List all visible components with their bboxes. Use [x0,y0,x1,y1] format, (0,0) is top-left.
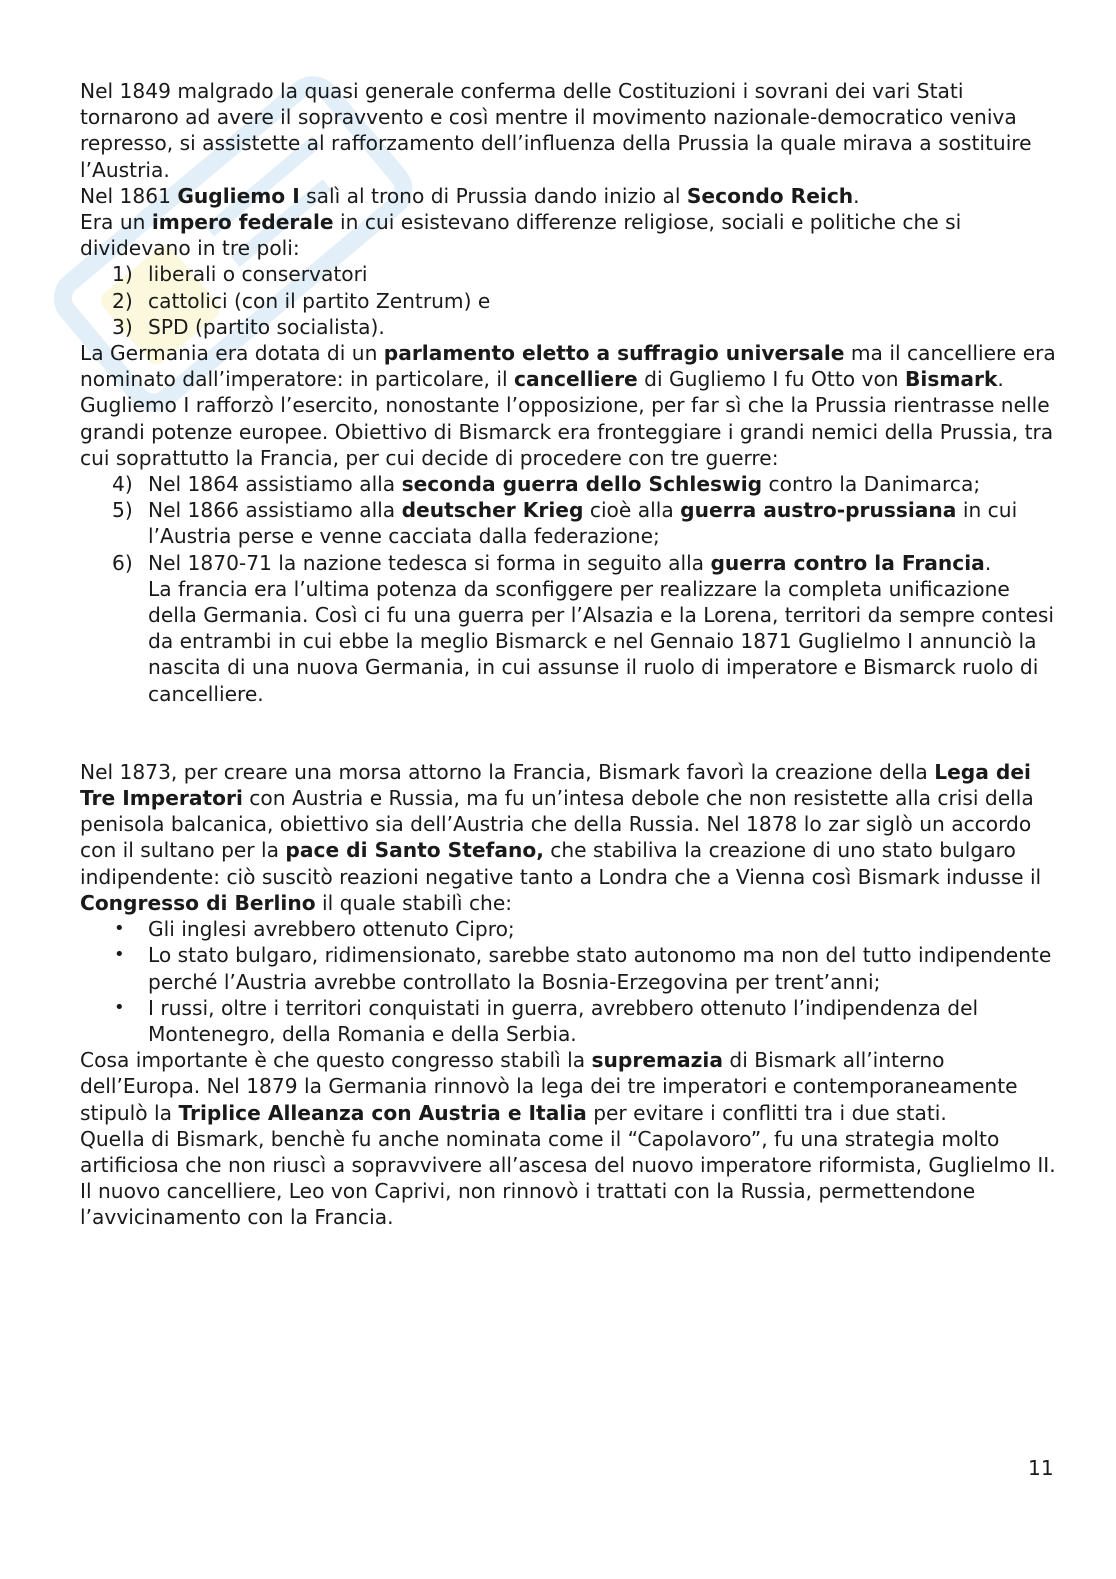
list-item: 4) Nel 1864 assistiamo alla seconda guerra dello Schleswig contro la Danimarca; [112,472,981,497]
poles-list [80,261,1065,340]
list-item: 2) cattolici (con il partito Zentrum) e [112,288,491,313]
wars-list [80,471,1065,707]
list-item: 1) liberali o conservatori [112,262,368,287]
list-item: • Lo stato bulgaro, ridimensionato, sarebbe stato autonomo ma non del tutto indipendente perché l’Austria avrebbe controllato la Bosnia-Erzegovina per trent’anni; [114,943,1052,994]
list-item: • Gli inglesi avrebbero ottenuto Cipro; [114,917,515,942]
paragraph-intro: Nel 1849 malgrado la quasi generale conferma delle Costituzioni i sovrani dei vari Stati tornarono ad avere il sopravvento e così mentre il movimento nazionale-democratico veniva represso, si assistette al rafforzamento dell’influenza della Prussia la quale mirava a sostituire l’Austria. [80,79,1032,182]
paragraph-gugliemo: Nel 1861 Gugliemo I salì al trono di Prussia dando inizio al Secondo Reich. [80,183,860,208]
paragraph-supremazia: Cosa importante è che questo congresso stabilì la supremazia di Bismark all’interno dell’Europa. Nel 1879 la Germania rinnovò la lega dei tre imperatori e contemporaneamente stipulò la Triplice Alleanza con Austria e Italia per evitare i conflitti tra i due stati. [80,1048,1018,1125]
list-item: 5) Nel 1866 assistiamo alla deutscher Krieg cioè alla guerra austro-prussiana in cui l’Austria perse e venne cacciata dalla federazione; [112,498,1018,549]
paragraph-impero: Era un impero federale in cui esistevano differenze religiose, sociali e politiche che si dividevano in tre poli: [80,210,962,261]
spacer [80,707,1065,733]
bullet-icon: • [114,944,125,966]
document-page [80,78,1065,1231]
list-item: 3) SPD (partito socialista). [112,314,385,339]
spacer [80,733,1065,759]
paragraph-caprivi: Il nuovo cancelliere, Leo von Caprivi, non rinnovò i trattati con la Russia, permettendone l’avvicinamento con la Francia. [80,1179,976,1230]
congress-list [80,916,1065,1047]
bullet-icon: • [114,918,125,940]
list-item: • I russi, oltre i territori conquistati in guerra, avrebbero ottenuto l’indipendenza del Montenegro, della Romania e della Serbia. [114,995,979,1046]
bullet-icon: • [114,996,125,1018]
paragraph-lega: Nel 1873, per creare una morsa attorno la Francia, Bismark favorì la creazione della Lega dei Tre Imperatori con Austria e Russia, ma fu un’intesa debole che non resistette alla crisi della penisola balcanica, obiettivo sia dell’Austria che della Russia. Nel 1878 lo zar siglò un accordo con il sultano per la pace di Santo Stefano, che stabiliva la creazione di uno stato bulgaro indipendente: ciò suscitò reazioni negative tanto a Londra che a Vienna così Bismark indusse il Congresso di Berlino il quale stabilì che: [80,759,1042,915]
war6-detail: La francia era l’ultima potenza da sconfiggere per realizzare la completa unificazione della Germania. Così ci fu una guerra per l’Alsazia e la Lorena, territori da sempre contesi da entrambi in cui ebbe la meglio Bismarck e nel Gennaio 1871 Guglielmo I annunciò la nascita di una nuova Germania, in cui assunse il ruolo di imperatore e Bismarck ruolo di cancelliere. [148,576,1054,706]
paragraph-capolavoro: Quella di Bismark, benchè fu anche nominata come il “Capolavoro”, fu una strategia molto artificiosa che non riuscì a sopravvivere all’ascesa del nuovo imperatore riformista, Guglielmo II. [80,1126,1056,1177]
list-item: 6) Nel 1870-71 la nazione tedesca si forma in seguito alla guerra contro la Francia. La francia era l’ultima potenza da sconfiggere per realizzare la completa unificazione della Germania. Così ci fu una guerra per l’Alsazia e la Lorena, territori da sempre contesi da entrambi in cui ebbe la meglio Bismarck e nel Gennaio 1871 Guglielmo I annunciò la nascita di una nuova Germania, in cui assunse il ruolo di imperatore e Bismarck ruolo di cancelliere. [112,550,1054,706]
page-number: 11 [1028,1456,1054,1480]
paragraph-parlamento: La Germania era dotata di un parlamento eletto a suffragio universale ma il cancelliere era nominato dall’imperatore: in particolare, il cancelliere di Gugliemo I fu Otto von Bismark. Gugliemo I rafforzò l’esercito, nonostante l’opposizione, per far sì che la Prussia rientrasse nelle grandi potenze europee. Obiettivo di Bismarck era fronteggiare i grandi nemici della Prussia, tra cui soprattutto la Francia, per cui decide di procedere con tre guerre: [80,341,1056,470]
